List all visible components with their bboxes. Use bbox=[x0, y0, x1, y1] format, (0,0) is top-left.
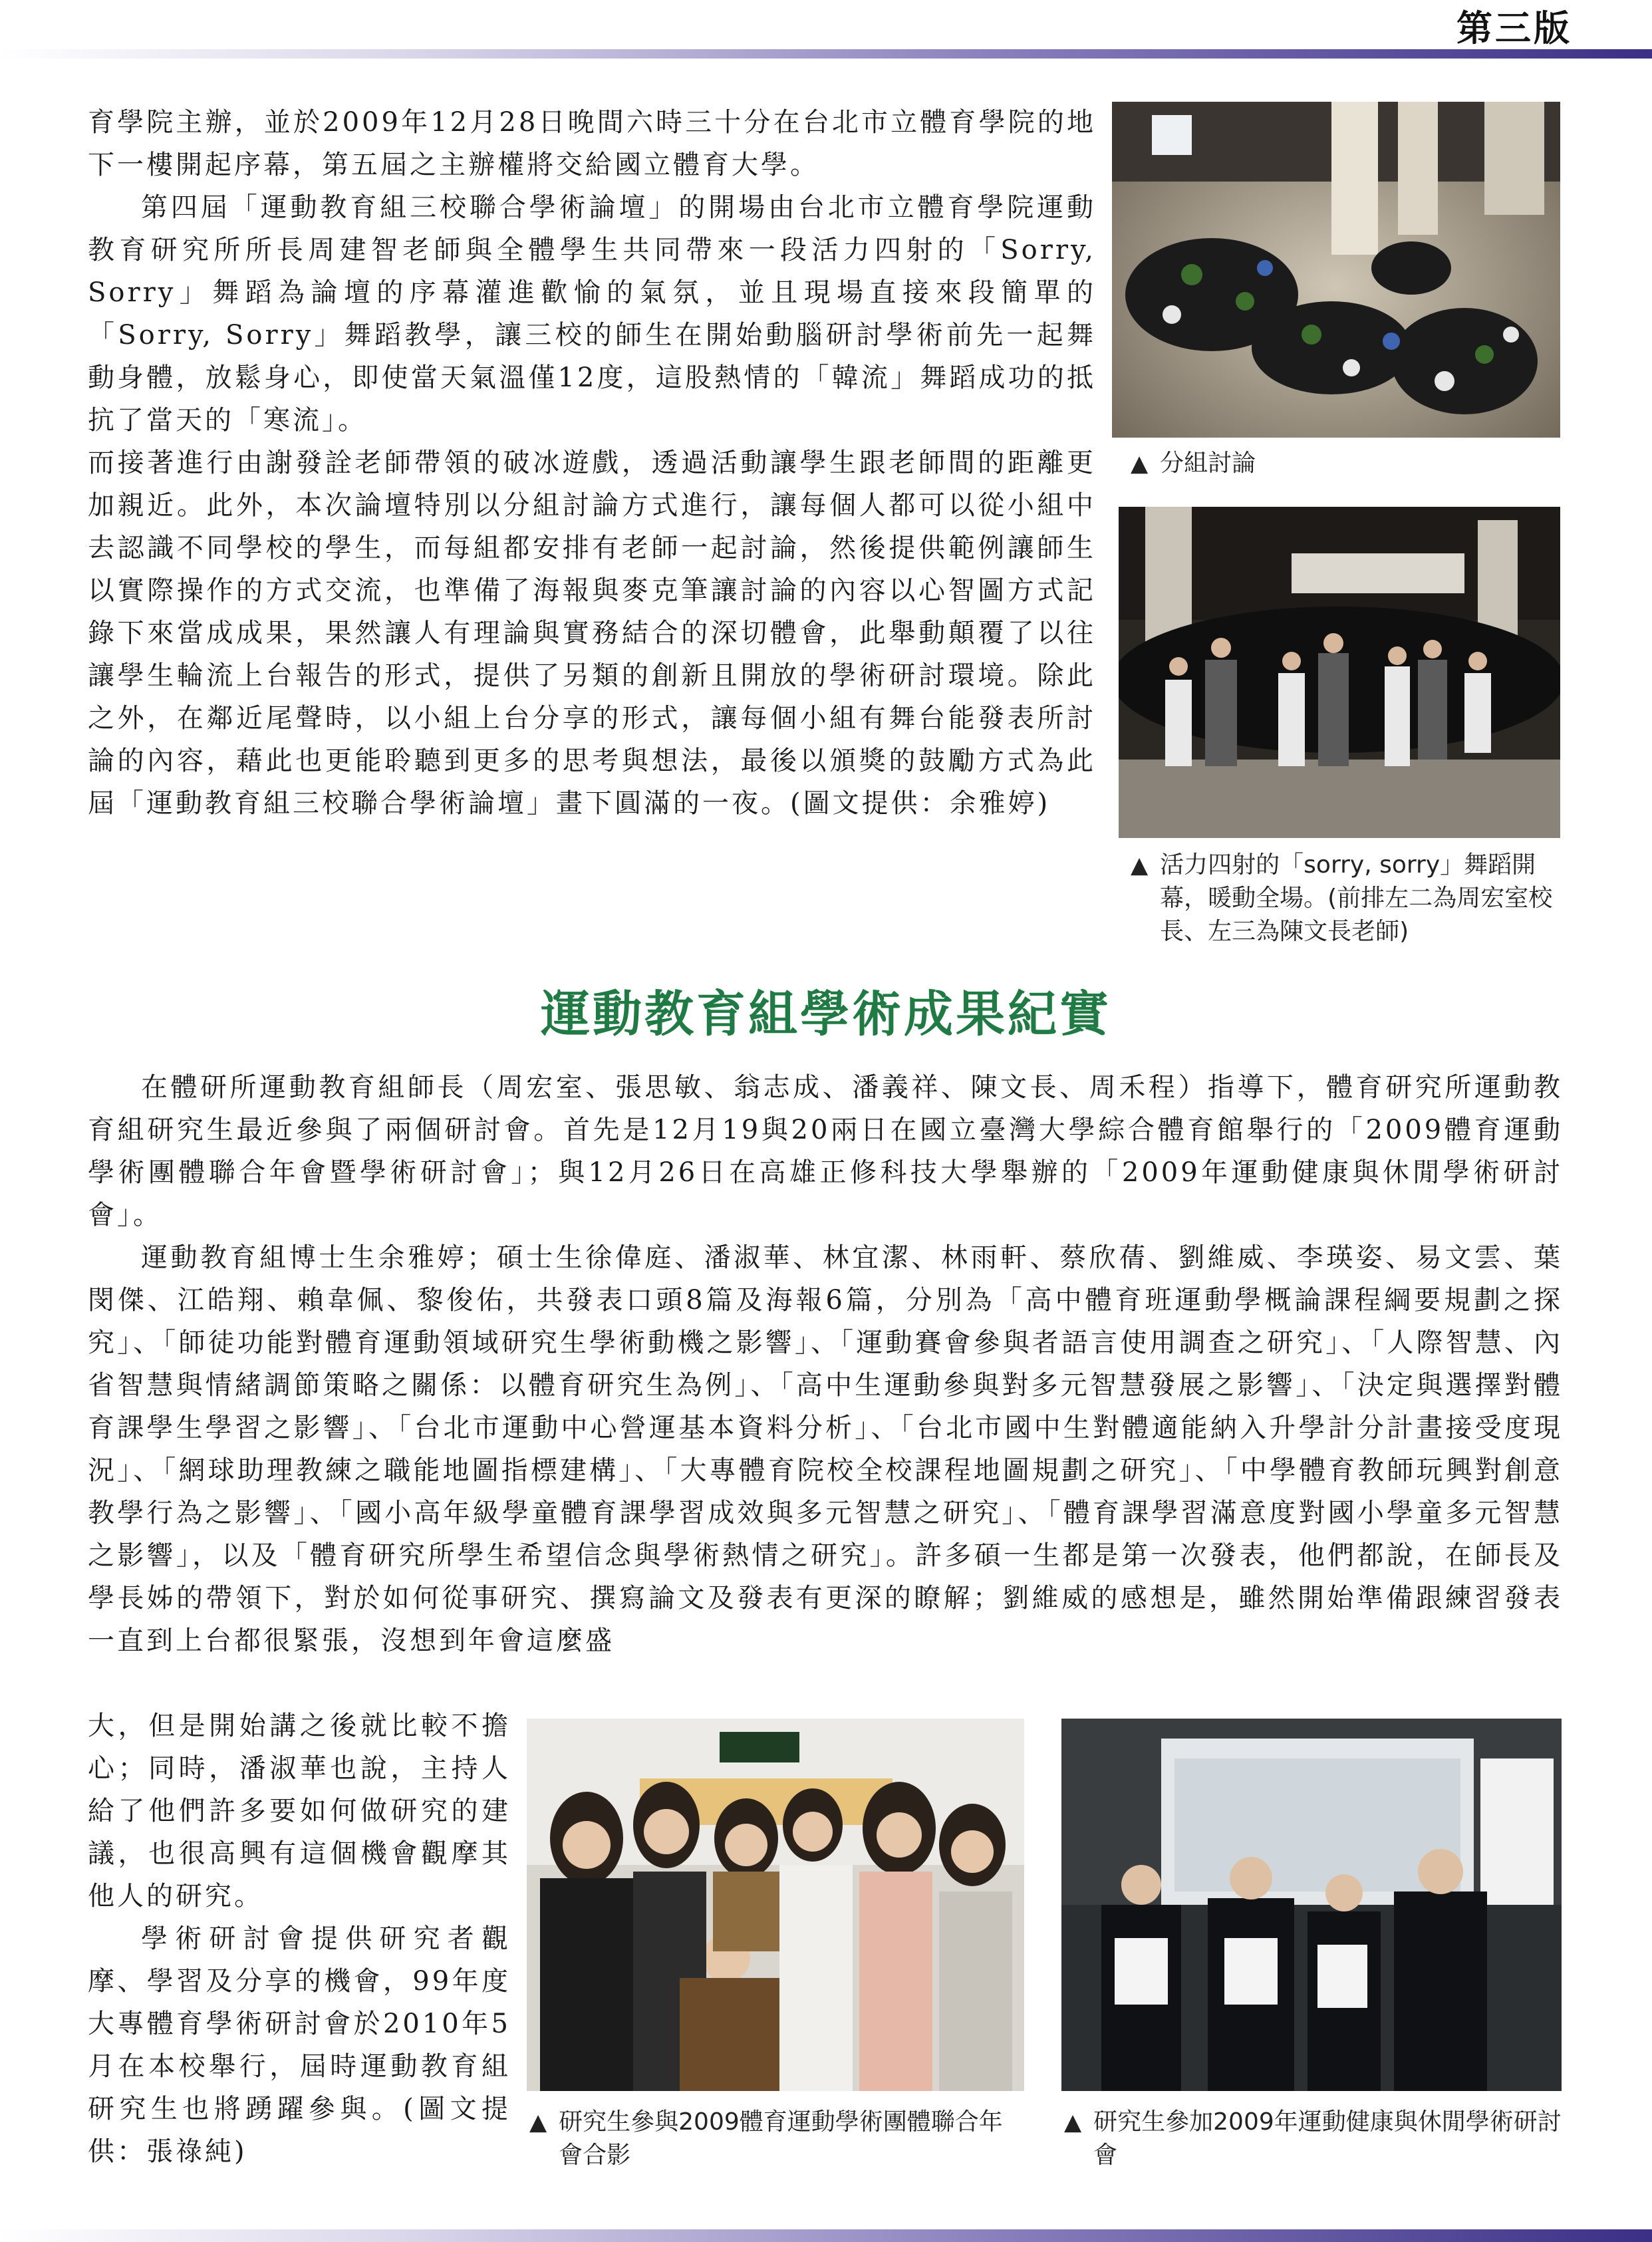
article-paragraph-2: 運動教育組博士生余雅婷；碩士生徐偉庭、潘淑華、林宜潔、林雨軒、蔡欣蒨、劉維威、李瑛姿、易文雲、葉閔傑、江皓翔、賴韋佩、黎俊佑，共發表口頭8篇及海報6篇，分別為「高中體育班運動學概論課程綱要規劃之探究」、「師徒功能對體育運動領域研究生學術動機之影響」、「運動賽會參與者語言使用調查之研究」、「人際智慧、內省智慧與情緒調節策略之關係：以體育研究生為例」、「高中生運動參與對多元智慧發展之影響」、「決定與選擇對體育課學生學習之影響」、「台北市運動中心營運基本資料分析」、「台北市國中生對體適能納入升學計分計畫接受度現況」、「網球助理教練之職能地圖指標建構」、「大專體育院校全校課程地圖規劃之研究」、「中學體育教師玩興對創意教學行為之影響」、「國小高年級學童體育課學習成效與多元智慧之研究」、「體育課學習滿意度對國小學童多元智慧之影響」，以及「體育研究所學生希望信念與學術熱情之研究」。許多碩一生都是第一次發表，他們都說，在師長及學長姊的帶領下，對於如何從事研究、撰寫論文及發表有更深的瞭解；劉維威的感想是，雖然開始準備跟練習發表一直到上台都很緊張，沒想到年會這麼盛 bbox=[88, 1242, 1563, 1656]
triangle-icon: ▲ bbox=[1131, 450, 1149, 477]
header-divider-bar bbox=[0, 49, 1652, 59]
group-photo-caption bbox=[529, 2106, 1022, 2172]
top-paragraph-1: 育學院主辦，並於2009年12月28日晚間六時三十分在台北市立體育學院的地下一樓開起序幕，第五屆之主辦權將交給國立體育大學。 bbox=[88, 107, 1096, 180]
top-paragraph-3: 而接著進行由謝發詮老師帶領的破冰遊戲，透過活動讓學生跟老師間的距離更加親近。此外，本次論壇特別以分組討論方式進行，讓每個人都可以從小組中去認識不同學校的學生，而每組都安排有老師一起討論，然後提供範例讓師生以實際操作的方式交流，也準備了海報與麥克筆讓討論的內容以心智圖方式記錄下來當成成果，果然讓人有理論與實務結合的深切體會，此舉動顛覆了以往讓學生輪流上台報告的形式，提供了另類的創新且開放的學術研討環境。除此之外，在鄰近尾聲時，以小組上台分享的形式，讓每個小組有舞台能發表所討論的內容，藉此也更能聆聽到更多的思考與想法，最後以頒獎的鼓勵方式為此屆「運動教育組三校聯合學術論壇」畫下圓滿的一夜。(圖文提供：余雅婷) bbox=[88, 448, 1096, 819]
caption-text: 研究生參與2009體育運動學術團體聯合年會合影 bbox=[559, 2108, 1003, 2169]
sorry-dance-caption bbox=[1131, 849, 1563, 948]
article-side-column bbox=[88, 1705, 511, 2173]
award-photo bbox=[1061, 1719, 1562, 2091]
group-discussion-caption bbox=[1131, 447, 1563, 480]
caption-text: 分組討論 bbox=[1160, 450, 1256, 477]
article-title: 運動教育組學術成果紀實 bbox=[541, 986, 1111, 1043]
top-text-column bbox=[88, 101, 1096, 825]
triangle-icon: ▲ bbox=[1131, 852, 1149, 879]
caption-text: 活力四射的「sorry, sorry」舞蹈開幕，暖動全場。(前排左二為周宏室校長、左三為陳文長老師) bbox=[1160, 851, 1553, 945]
footer-divider-bar bbox=[0, 2229, 1652, 2242]
sorry-dance-photo bbox=[1119, 507, 1560, 838]
triangle-icon: ▲ bbox=[529, 2109, 547, 2136]
page-number-label: 第三版 bbox=[1456, 7, 1572, 49]
article-paragraph-1: 在體研所運動教育組師長（周宏室、張思敏、翁志成、潘義祥、陳文長、周禾程）指導下，體育研究所運動教育組研究生最近參與了兩個研討會。首先是12月19與20兩日在國立臺灣大學綜合體育館舉行的「2009體育運動學術團體聯合年會暨學術研討會」；與12月26日在高雄正修科技大學舉辦的「2009年運動健康與休閒學術研討會」。 bbox=[88, 1072, 1563, 1230]
group-photo bbox=[527, 1719, 1024, 2091]
article-body bbox=[88, 1066, 1563, 1662]
award-photo-caption bbox=[1064, 2106, 1562, 2172]
group-discussion-photo bbox=[1112, 102, 1560, 438]
article-side-paragraph-1: 大，但是開始講之後就比較不擔心；同時，潘淑華也說，主持人給了他們許多要如何做研究的建議，也很高興有這個機會觀摩其他人的研究。 bbox=[88, 1711, 511, 1911]
caption-text: 研究生參加2009年運動健康與休閒學術研討會 bbox=[1093, 2108, 1562, 2169]
top-paragraph-2: 第四屆「運動教育組三校聯合學術論壇」的開場由台北市立體育學院運動教育研究所所長周建智老師與全體學生共同帶來一段活力四射的「Sorry, Sorry」舞蹈為論壇的序幕灌進歡愉的氣氛，並且現場直接來段簡單的「Sorry, Sorry」舞蹈教學，讓三校的師生在開始動腦研討學術前先一起舞動身體，放鬆身心，即使當天氣溫僅12度，這股熱情的「韓流」舞蹈成功的抵抗了當天的「寒流」。 bbox=[88, 192, 1096, 436]
article-side-paragraph-2: 學術研討會提供研究者觀摩、學習及分享的機會，99年度大專體育學術研討會於2010年5月在本校舉行，屆時運動教育組研究生也將踴躍參與。(圖文提供：張祿純) bbox=[88, 1923, 511, 2167]
triangle-icon: ▲ bbox=[1064, 2109, 1082, 2136]
